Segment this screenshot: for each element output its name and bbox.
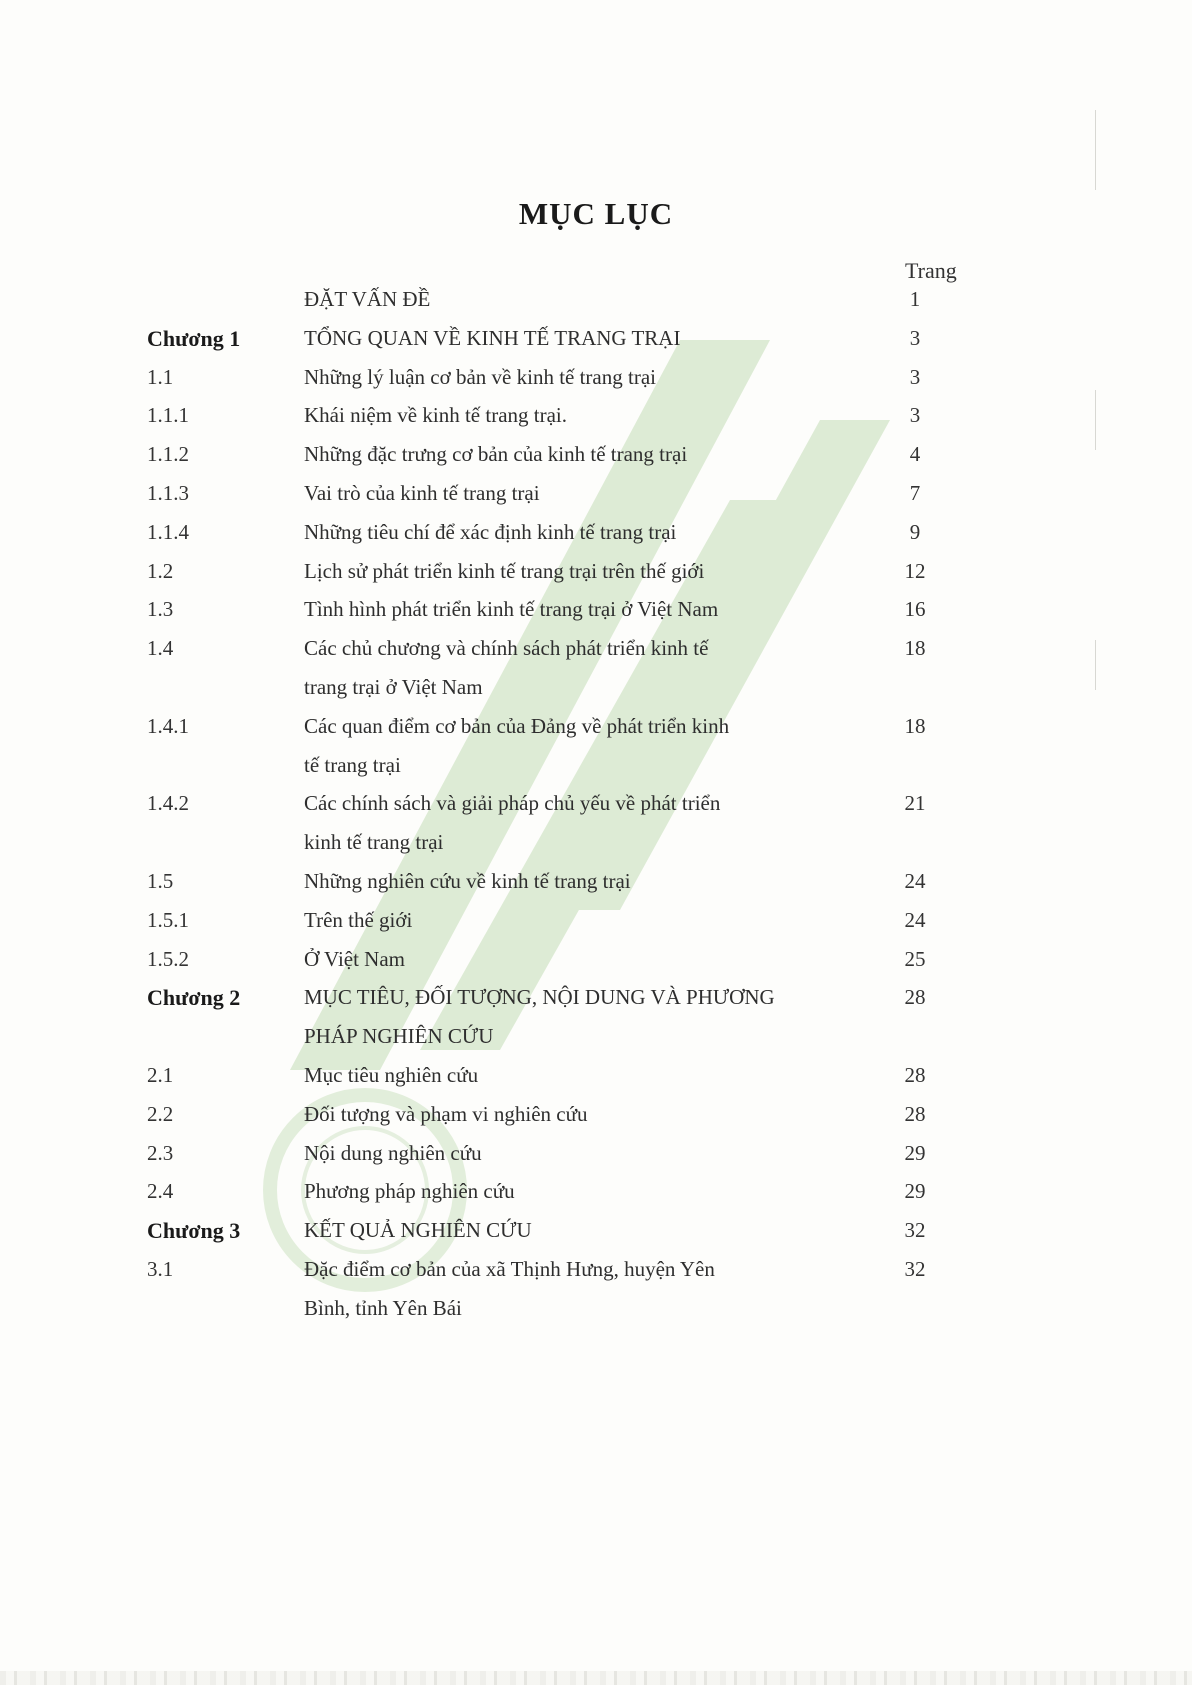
toc-page-number: 29: [904, 1140, 926, 1165]
toc-entry-title: Ở Việt Nam: [304, 946, 406, 971]
toc-row: [0, 628, 1192, 669]
toc-row: [0, 977, 1192, 1018]
toc-page-number: 7: [909, 481, 921, 505]
toc-page-number: 21: [904, 791, 926, 816]
toc-row: [0, 667, 1192, 708]
toc-row: [0, 473, 1192, 514]
toc-entry-title: Vai trò của kinh tế trang trại: [304, 481, 540, 505]
toc-entry-title: Các chính sách và giải pháp chủ yếu về phát triển: [304, 791, 721, 816]
toc-row: [0, 861, 1192, 902]
toc-row: [0, 589, 1192, 630]
scan-edge-mark: [1095, 390, 1096, 450]
toc-entry-title: Mục tiêu nghiên cứu: [304, 1063, 479, 1087]
toc-entry-title: Trên thế giới: [304, 907, 413, 932]
toc-chapter-label: Chương 1: [147, 325, 241, 351]
toc-section-number: 1.4.2: [147, 791, 189, 816]
toc-entry-title: TỔNG QUAN VỀ KINH TẾ TRANG TRẠI: [304, 325, 681, 350]
scan-bottom-edge: [0, 1671, 1192, 1685]
toc-entry-title: Đặc điểm cơ bản của xã Thịnh Hưng, huyện Yên: [304, 1257, 715, 1281]
toc-page-number: 25: [904, 946, 926, 971]
toc-entry-title: KẾT QUẢ NGHIÊN CỨU: [304, 1218, 532, 1243]
toc-section-number: 1.5: [147, 869, 174, 893]
toc-row: [0, 1210, 1192, 1251]
toc-section-number: 1.1.1: [147, 403, 189, 428]
toc-entry-title: Tình hình phát triển kinh tế trang trại ở Việt Nam: [304, 597, 719, 622]
toc-row: [0, 783, 1192, 824]
toc-section-number: 1.4.1: [147, 713, 189, 738]
toc-chapter-label: Chương 3: [147, 1218, 241, 1244]
toc-row: [0, 900, 1192, 941]
toc-row: [0, 434, 1192, 475]
toc-section-number: 1.1: [147, 364, 174, 389]
toc-entry-title: Những đặc trưng cơ bản của kinh tế trang trại: [304, 442, 688, 467]
toc-page-number: 24: [904, 907, 926, 932]
page-title: MỤC LỤC: [518, 196, 674, 231]
toc-entry-title: Những lý luận cơ bản về kinh tế trang trại: [304, 364, 656, 389]
toc-row: [0, 318, 1192, 359]
toc-page-number: 18: [904, 636, 926, 661]
toc-row: [0, 1055, 1192, 1096]
toc-row: [0, 279, 1192, 320]
toc-page-number: 1: [909, 287, 921, 311]
toc-section-number: 2.3: [147, 1140, 174, 1165]
toc-row: [0, 706, 1192, 747]
toc-entry-title: Những tiêu chí để xác định kinh tế trang trại: [304, 519, 677, 544]
toc-section-number: 2.1: [147, 1063, 174, 1087]
toc-page-number: 16: [904, 597, 926, 622]
toc-section-number: 2.2: [147, 1101, 174, 1126]
toc-entry-title: trang trại ở Việt Nam: [304, 675, 483, 699]
toc-page-number: 3: [909, 403, 921, 428]
page-column-header: Trang: [905, 258, 957, 283]
toc-page-number: 28: [904, 1063, 926, 1087]
toc-entry-title: PHÁP NGHIÊN CỨU: [304, 1024, 494, 1049]
toc-section-number: 2.4: [147, 1179, 174, 1204]
toc-entry-title: Bình, tỉnh Yên Bái: [304, 1295, 462, 1320]
toc-entry-title: Các quan điểm cơ bản của Đảng về phát triển kinh: [304, 713, 730, 738]
toc-section-number: 1.4: [147, 636, 174, 661]
toc-page-number: 29: [904, 1179, 926, 1204]
toc-row: [0, 822, 1192, 863]
toc-page-number: 18: [904, 713, 926, 738]
toc-section-number: 1.5.1: [147, 907, 189, 932]
toc-page-number: 24: [904, 869, 926, 893]
toc-entry-title: Phương pháp nghiên cứu: [304, 1179, 515, 1204]
toc-row: [0, 1094, 1192, 1135]
toc-entry-title: MỤC TIÊU, ĐỐI TƯỢNG, NỘI DUNG VÀ PHƯƠNG: [304, 985, 775, 1010]
toc-row: [0, 1016, 1192, 1057]
toc-row: [0, 939, 1192, 980]
toc-page-number: 32: [904, 1218, 926, 1243]
toc-entry-title: Lịch sử phát triển kinh tế trang trại trên thế giới: [304, 558, 705, 583]
toc-row: [0, 395, 1192, 436]
toc-page-number: 28: [904, 1101, 926, 1126]
toc-row: [0, 1133, 1192, 1174]
toc-entry-title: Khái niệm về kinh tế trang trại.: [304, 403, 568, 428]
toc-page-number: 12: [904, 558, 926, 583]
toc-row: [0, 551, 1192, 592]
toc-entry-title: tế trang trại: [304, 752, 401, 777]
toc-entry-title: Đối tượng và phạm vi nghiên cứu: [304, 1101, 588, 1126]
toc-section-number: 1.2: [147, 558, 174, 583]
toc-page-number: 3: [909, 325, 921, 350]
toc-page-number: 3: [909, 364, 921, 389]
toc-row: [0, 1171, 1192, 1212]
toc-section-number: 3.1: [147, 1257, 174, 1281]
scan-edge-mark: [1095, 640, 1096, 690]
toc-page-number: 32: [904, 1257, 926, 1281]
toc-entry-title: Nội dung nghiên cứu: [304, 1140, 482, 1165]
toc-row: [0, 1288, 1192, 1329]
toc-section-number: 1.1.3: [147, 481, 189, 505]
toc-section-number: 1.5.2: [147, 946, 189, 971]
toc-section-number: 1.1.4: [147, 519, 189, 544]
scan-edge-mark: [1095, 110, 1096, 190]
toc-page-number: 9: [909, 519, 921, 544]
toc-entry-title: ĐẶT VẤN ĐỀ: [304, 287, 431, 311]
toc-section-number: 1.1.2: [147, 442, 189, 467]
toc-row: [0, 1249, 1192, 1290]
toc-row: [0, 512, 1192, 553]
toc-section-number: 1.3: [147, 597, 174, 622]
toc-page-number: 28: [904, 985, 926, 1010]
toc-page-number: 4: [909, 442, 921, 467]
toc-row: [0, 357, 1192, 398]
toc-entry-title: kinh tế trang trại: [304, 830, 444, 855]
toc-entry-title: Các chủ chương và chính sách phát triển kinh tế: [304, 636, 709, 661]
toc-chapter-label: Chương 2: [147, 985, 241, 1011]
toc-entry-title: Những nghiên cứu về kinh tế trang trại: [304, 869, 631, 893]
toc-row: [0, 745, 1192, 786]
